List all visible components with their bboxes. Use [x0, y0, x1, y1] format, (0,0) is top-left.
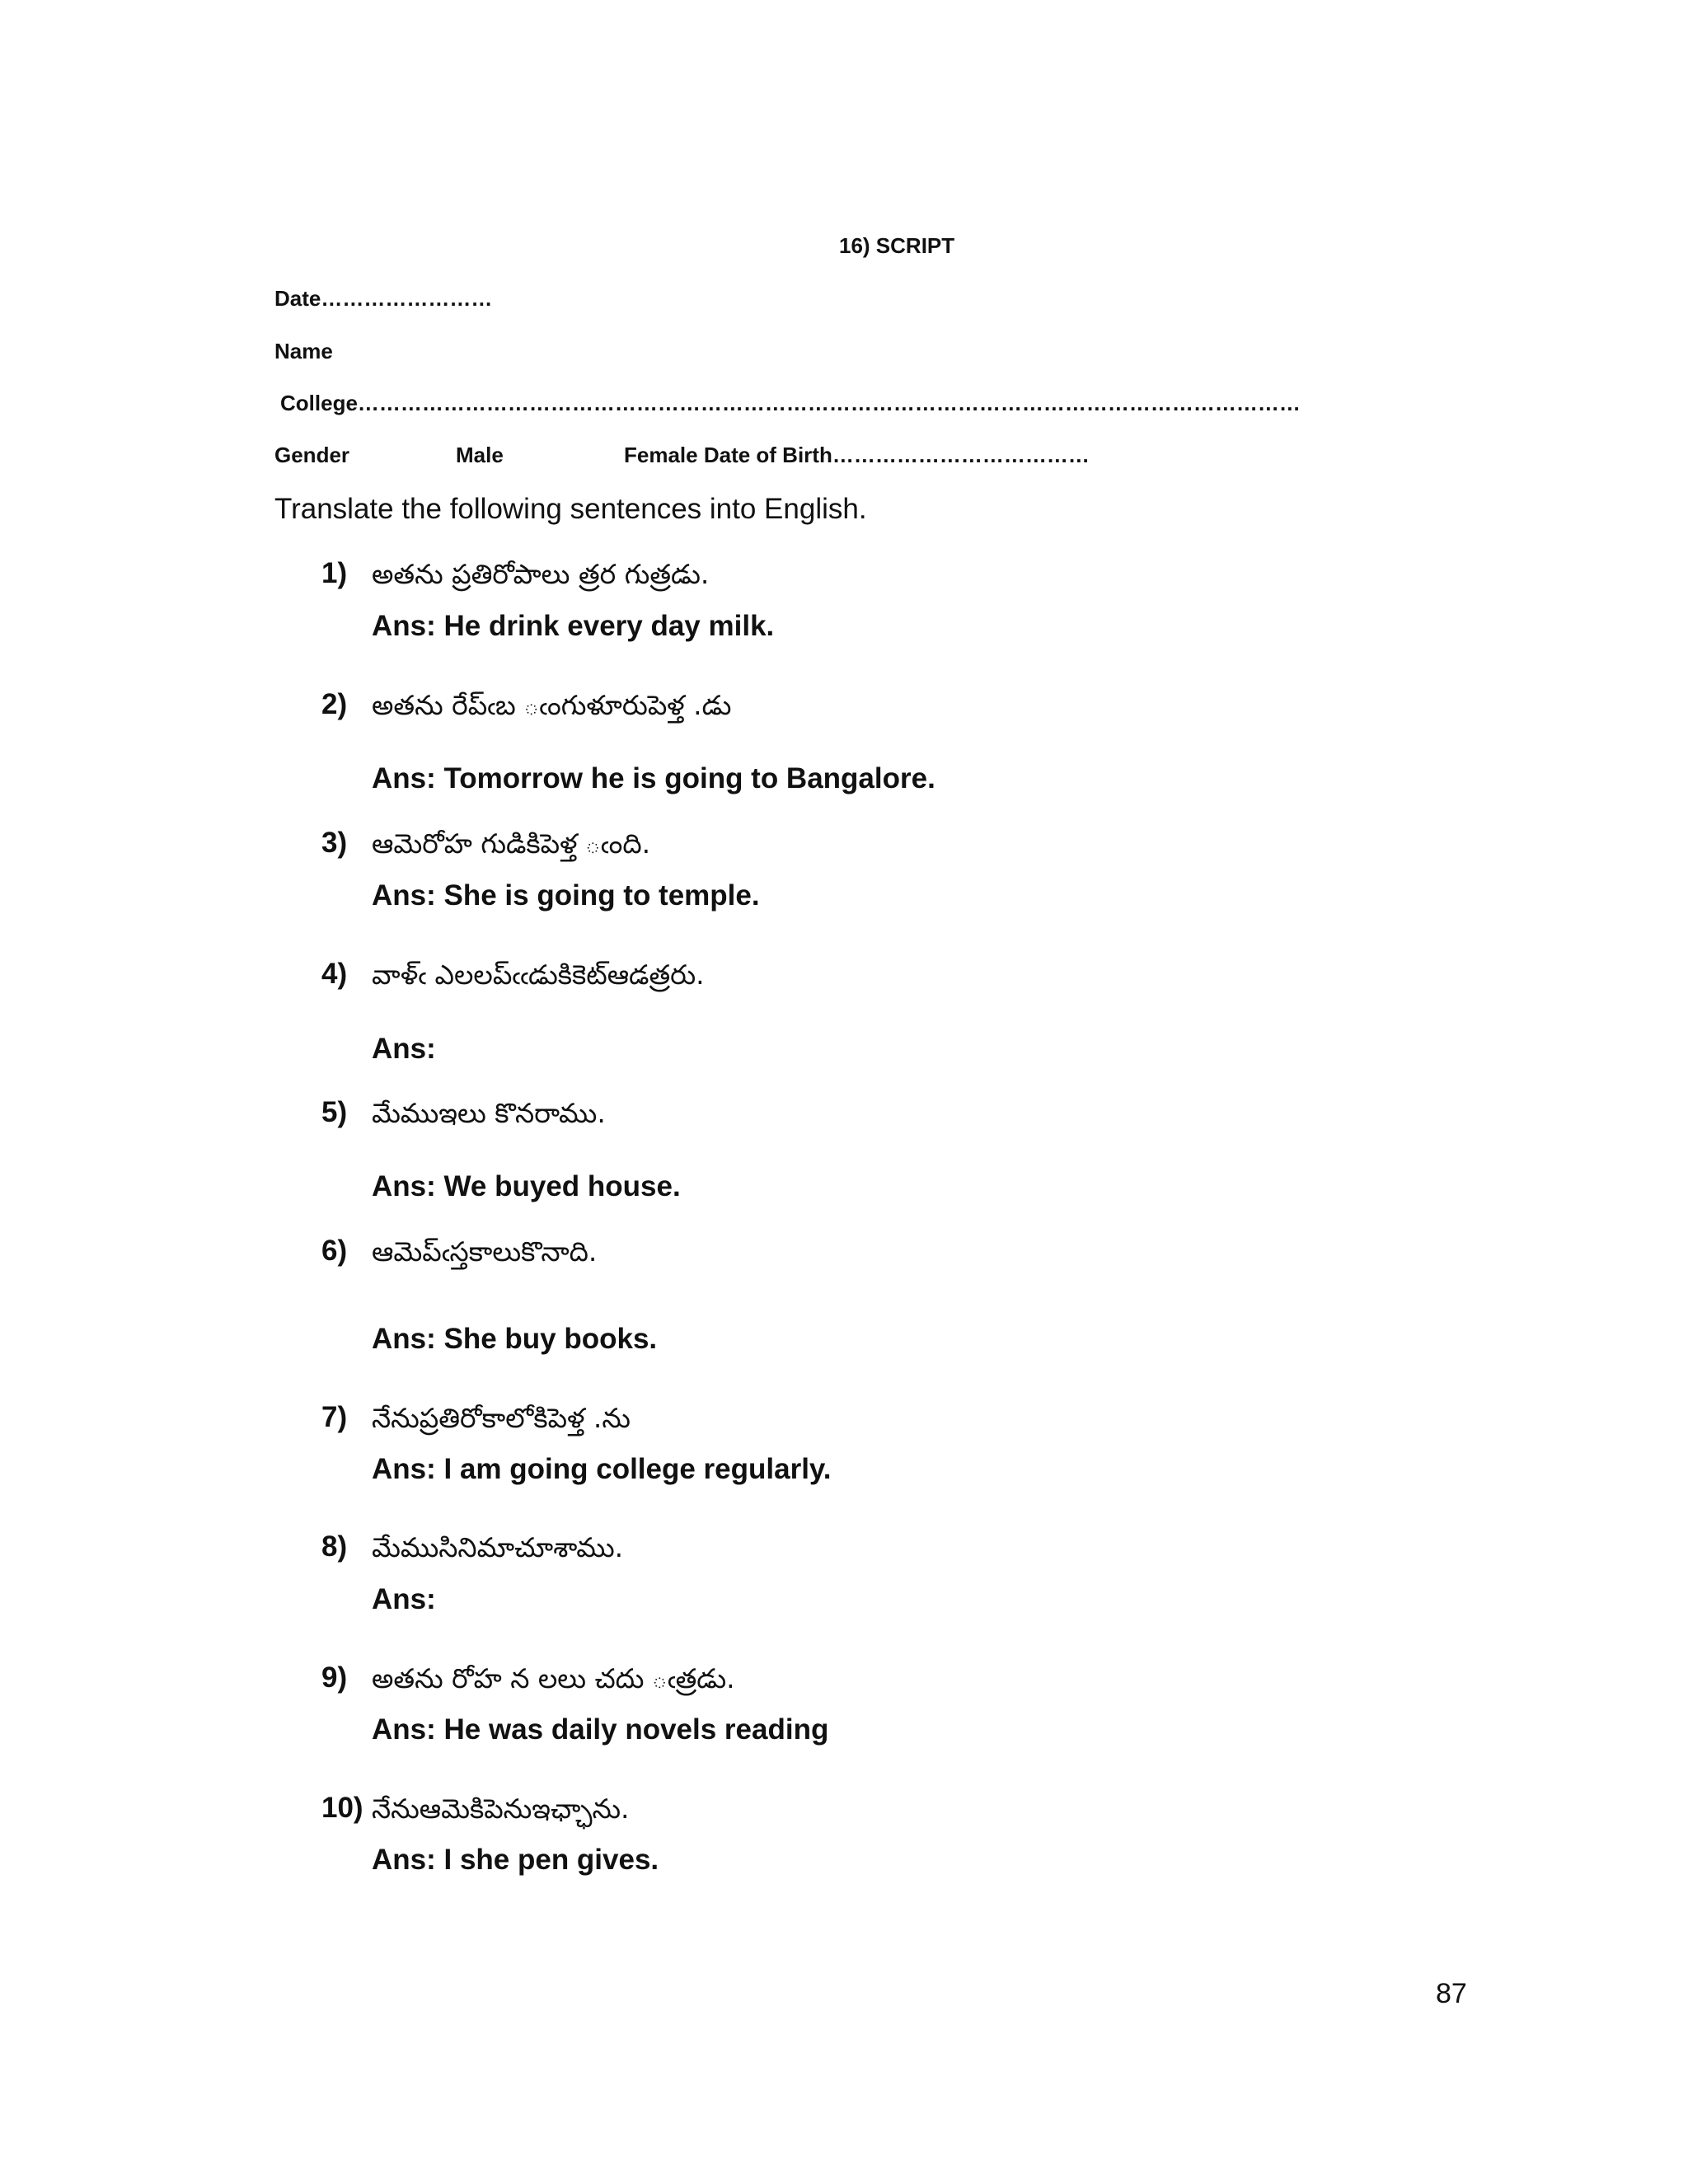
question-number: 1) [321, 557, 348, 589]
question-text: అతను రేప్ఁబ ఁంగుళూరుపెళ్త .డు [372, 689, 732, 721]
answer-text: Ans: I am going college regularly. [372, 1453, 832, 1485]
question-text: నేనుఆమెకిపెనుఇఛ్ఛాను. [372, 1793, 630, 1825]
question-text: మేముసినిమాచూశాము. [372, 1531, 624, 1563]
question-text: ఆమెరోహ గుడికిపెళ్త ఁంది. [372, 827, 651, 860]
answer-text: Ans: She buy books. [372, 1323, 658, 1355]
question-number: 3) [321, 827, 348, 859]
question-number: 2) [321, 688, 348, 720]
answer-text: Ans: I she pen gives. [372, 1844, 659, 1876]
answer-text: Ans: He was daily novels reading [372, 1713, 829, 1746]
gender-field-label: Gender [274, 443, 350, 467]
question-text: అతను రోహ న లలు చదు ఁత్రడు. [372, 1662, 735, 1694]
page-number: 87 [1436, 1978, 1467, 2009]
answer-text: Ans: He drink every day milk. [372, 610, 775, 642]
question-number: 6) [321, 1235, 348, 1267]
question-text: మేముఇలు కొనరాము. [372, 1097, 606, 1129]
male-option-label: Male [456, 443, 504, 467]
answer-text: Ans: [372, 1583, 436, 1615]
instruction-text: Translate the following sentences into English. [274, 493, 867, 525]
answer-text: Ans: Tomorrow he is going to Bangalore. [372, 762, 935, 794]
question-number: 8) [321, 1530, 348, 1563]
name-field-label: Name [274, 339, 333, 363]
question-text: నేనుప్రతిరోకాలోకిపెళ్త .ను [372, 1402, 631, 1434]
answer-text: Ans: She is going to temple. [372, 879, 760, 912]
question-number: 4) [321, 958, 348, 990]
college-field-label: College…………………………………………………………………………………………………………………… [280, 391, 1301, 415]
question-text: ఆమెప్ఁస్తకాలుకొనాది. [372, 1235, 598, 1268]
page-title: 16) SCRIPT [839, 233, 955, 258]
answer-text: Ans: We buyed house. [372, 1170, 681, 1202]
question-text: వాళ్ఁ ఎలలప్ఁఁడుకికెట్ఆడత్రరు. [372, 958, 705, 991]
question-number: 7) [321, 1401, 348, 1433]
question-number: 9) [321, 1661, 348, 1694]
question-number: 10) [321, 1792, 363, 1824]
question-number: 5) [321, 1096, 348, 1128]
question-text: అతను ప్రతిరోపాలు త్రర గుత్రడు. [372, 558, 710, 590]
female-dob-field-label: Female Date of Birth……………………………… [624, 443, 1090, 467]
date-field-label: Date…………………… [274, 286, 493, 311]
answer-text: Ans: [372, 1033, 436, 1065]
